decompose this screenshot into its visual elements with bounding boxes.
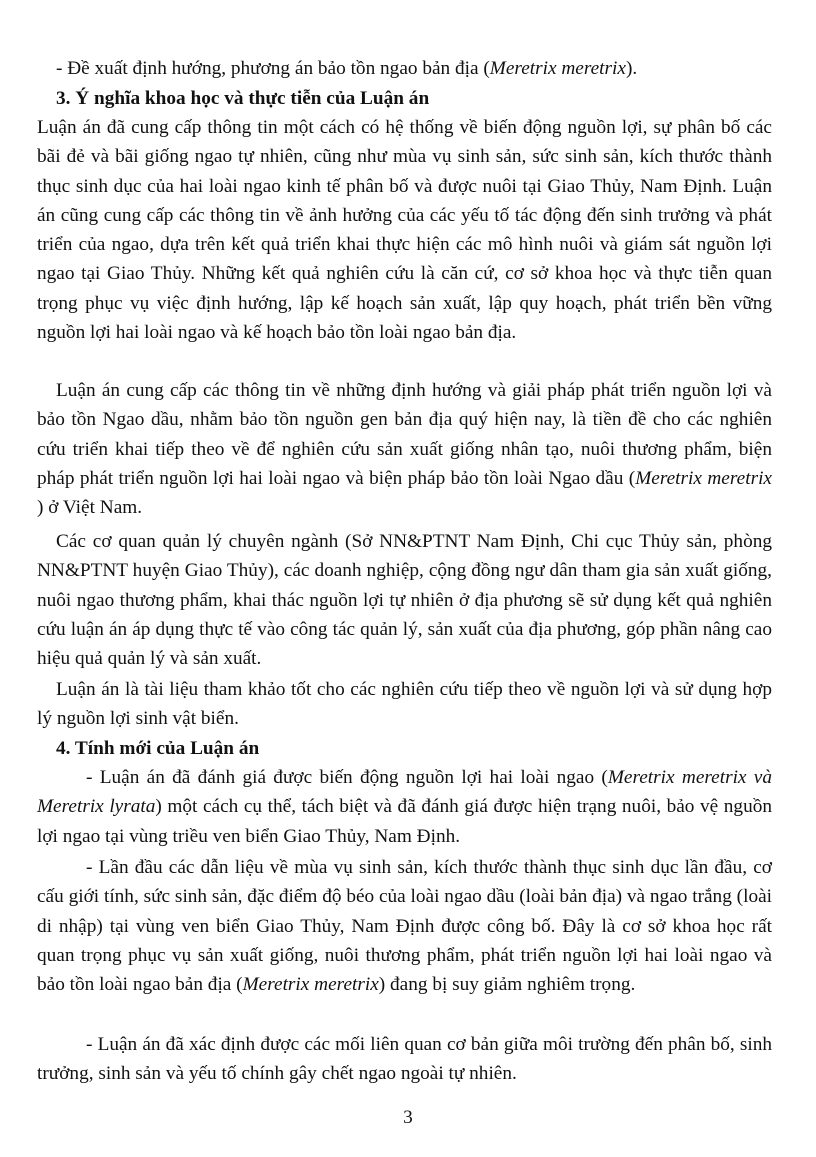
species-name: Meretrix meretrix xyxy=(635,467,772,489)
section-3-paragraph-1: Luận án đã cung cấp thông tin một cách có hệ thống về biến động nguồn lợi, sự phân bố các bãi đẻ và bãi giống ngao tự nhiên, cũng như mùa vụ sinh sản, sức sinh sản, kích thước thành thục sinh dục của hai loài ngao kinh tế phân bố và được nuôi tại Giao Thủy, Nam Định. Luận án cũng cung cấp các thông tin về ảnh hưởng của các yếu tố tác động đến sinh trưởng và phát triển của ngao, dựa trên kết quả triển khai thực hiện các mô hình nuôi và giám sát nguồn lợi ngao tại Giao Thủy. Những kết quả nghiên cứu là căn cứ, cơ sở khoa học và thực tiễn quan trọng phục vụ việc định hướng, lập kế hoạch sản xuất, lập quy hoạch, phát triển bền vững nguồn lợi hai loài ngao và kế hoạch bảo tồn loài ngao bản địa. xyxy=(37,117,772,344)
objective-text: - Đề xuất định hướng, phương án bảo tồn ngao bản địa ( xyxy=(56,58,490,79)
species-name: Meretrix meretrix xyxy=(489,58,626,79)
section-4-heading: 4. Tính mới của Luận án xyxy=(56,738,260,759)
section-4-bullet-1: - Luận án đã đánh giá được biến động nguồn lợi hai loài ngao (Meretrix meretrix và Meretrix lyrata) một cách cụ thể, tách biệt và đã đánh giá được hiện trạng nuôi, bảo vệ nguồn lợi ngao tại vùng triều ven biển Giao Thủy, Nam Định. xyxy=(37,767,772,847)
objective-suffix: ). xyxy=(625,58,638,79)
section-3-paragraph-4: Luận án là tài liệu tham khảo tốt cho các nghiên cứu tiếp theo về nguồn lợi và sử dụng hợp lý nguồn lợi sinh vật biển. xyxy=(37,679,772,730)
objective-line xyxy=(56,54,772,83)
section-3-paragraph-3: Các cơ quan quản lý chuyên ngành (Sở NN&PTNT Nam Định, Chi cục Thủy sản, phòng NN&PTNT huyện Giao Thủy), các doanh nghiệp, cộng đồng ngư dân tham gia sản xuất giống, nuôi ngao thương phẩm, khai thác nguồn lợi tự nhiên ở địa phương sẽ sử dụng kết quả nghiên cứu luận án áp dụng thực tế vào công tác quản lý, sản xuất của địa phương, góp phần nâng cao hiệu quả quản lý và sản xuất. xyxy=(37,531,772,670)
section-4-bullet-3: - Luận án đã xác định được các mối liên quan cơ bản giữa môi trường đến phân bố, sinh trưởng, sinh sản và yếu tố chính gây chết ngao ngoài tự nhiên. xyxy=(37,1034,772,1085)
species-name: Meretrix meretrix và Meretrix lyrata xyxy=(37,767,772,818)
page-number: 3 xyxy=(403,1107,413,1128)
section-3-heading: 3. Ý nghĩa khoa học và thực tiễn của Luận án xyxy=(56,88,430,109)
species-name: Meretrix meretrix xyxy=(242,974,379,996)
section-3-paragraph-2: Luận án cung cấp các thông tin về những định hướng và giải pháp phát triển nguồn lợi và bảo tồn Ngao dầu, nhằm bảo tồn nguồn gen bản địa quý hiện nay, là tiền đề cho các nghiên cứu triển khai tiếp theo về để nghiên cứu sản xuất giống nhân tạo, nuôi thương phẩm, biện pháp phát triển nguồn lợi hai loài ngao và biện pháp bảo tồn loài Ngao dầu (Meretrix meretrix ) ở Việt Nam. xyxy=(37,380,772,519)
section-4-bullet-2: - Lần đầu các dẫn liệu về mùa vụ sinh sản, kích thước thành thục sinh dục lần đầu, cơ cấu giới tính, sức sinh sản, đặc điểm độ béo của loài ngao dầu (loài bản địa) và ngao trắng (loài di nhập) tại vùng ven biển Giao Thủy, Nam Định được công bố. Đây là cơ sở khoa học rất quan trọng phục vụ sản xuất giống, nuôi thương phẩm, phát triển nguồn lợi hai loài ngao và bảo tồn loài ngao bản địa (Meretrix meretrix) đang bị suy giảm nghiêm trọng. xyxy=(37,857,772,996)
